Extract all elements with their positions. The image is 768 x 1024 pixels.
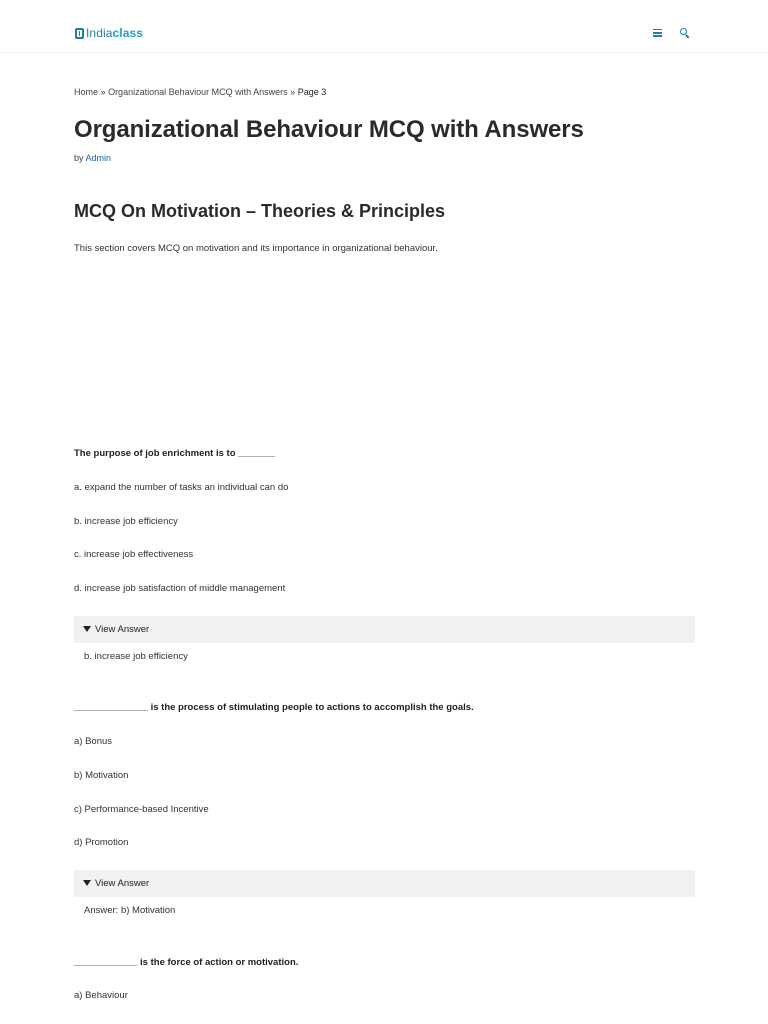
breadcrumb-separator: » — [100, 87, 106, 97]
question-2: ______________ is the process of stimulating people to actions to accomplish the goals. — [74, 702, 474, 713]
byline-label: by — [74, 153, 84, 163]
section-title: MCQ On Motivation – Theories & Principles — [74, 201, 446, 221]
author-link[interactable]: Admin — [85, 153, 112, 163]
byline — [74, 153, 111, 163]
logo-text — [86, 26, 143, 40]
question-1: The purpose of job enrichment is to _______ — [74, 448, 276, 459]
site-header — [0, 0, 768, 53]
view-answer-label: View Answer — [95, 624, 150, 635]
logo-icon — [75, 28, 84, 39]
triangle-down-icon — [83, 626, 91, 632]
answer-2: Answer: b) Motivation — [84, 905, 176, 916]
breadcrumb-home-link[interactable]: Home — [74, 87, 99, 97]
view-answer-toggle-1[interactable] — [74, 616, 695, 643]
question-2-option-d: d) Promotion — [74, 837, 129, 848]
page-title: Organizational Behaviour MCQ with Answers — [74, 116, 584, 143]
section-intro: This section covers MCQ on motivation and its importance in organizational behaviour. — [74, 243, 438, 254]
question-3: ____________ is the force of action or motivation. — [74, 957, 299, 968]
question-1-option-d: d. increase job satisfaction of middle management — [74, 583, 286, 594]
breadcrumb-separator: » — [290, 87, 296, 97]
breadcrumb-current: Page 3 — [297, 87, 327, 97]
question-1-option-b: b. increase job efficiency — [74, 516, 178, 527]
menu-icon[interactable] — [653, 27, 665, 39]
question-1-option-c: c. increase job effectiveness — [74, 549, 194, 560]
question-3-option-a: a) Behaviour — [74, 990, 128, 1001]
search-icon[interactable] — [679, 27, 691, 39]
breadcrumb — [74, 87, 326, 97]
breadcrumb-parent-link[interactable]: Organizational Behaviour MCQ with Answers — [108, 87, 288, 97]
triangle-down-icon — [83, 880, 91, 886]
logo-text-bold: class — [112, 26, 144, 40]
view-answer-label: View Answer — [95, 878, 150, 889]
site-logo[interactable] — [75, 26, 143, 40]
answer-1: b. increase job efficiency — [84, 651, 188, 662]
logo-text-regular: India — [86, 26, 113, 40]
view-answer-toggle-2[interactable] — [74, 870, 695, 897]
question-2-option-b: b) Motivation — [74, 770, 129, 781]
question-2-option-a: a) Bonus — [74, 736, 113, 747]
question-1-option-a: a. expand the number of tasks an individual can do — [74, 482, 289, 493]
question-2-option-c: c) Performance-based Incentive — [74, 804, 209, 815]
